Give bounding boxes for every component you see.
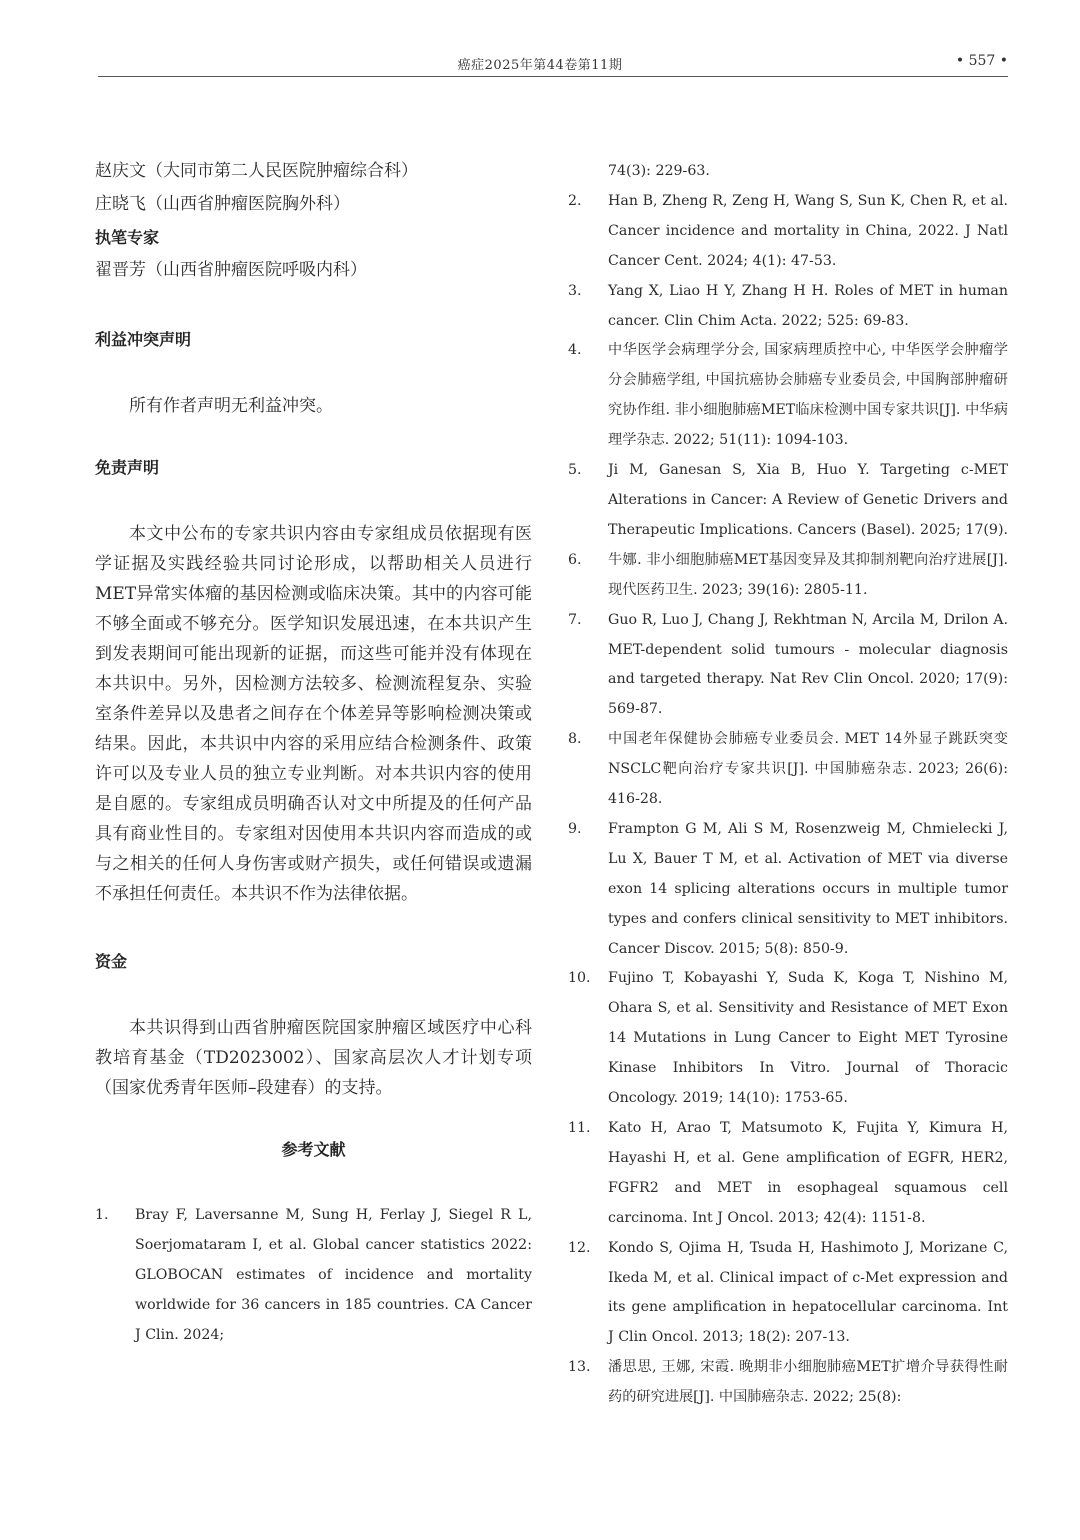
- writer-heading: 执笔专家: [95, 228, 160, 247]
- right-column: [568, 157, 1008, 1413]
- left-column: [95, 155, 532, 1351]
- expert-line: 赵庆文（大同市第二人民医院肿瘤综合科）: [95, 161, 418, 181]
- expert-line: 庄晓飞（山西省肿瘤医院胸外科）: [95, 194, 350, 214]
- reference-text: 牛娜. 非小细胞肺癌MET基因变异及其抑制剂靶向治疗进展[J]. 现代医药卫生. 2023; 39(16): 2805-11.: [608, 551, 1008, 598]
- reference-number: 5.: [568, 462, 582, 479]
- reference-item: [568, 1234, 1008, 1354]
- writer-line: 翟晋芳（山西省肿瘤医院呼吸内科）: [95, 260, 367, 280]
- reference-number: 8.: [568, 731, 582, 748]
- disclaimer-heading: 免责声明: [95, 458, 160, 477]
- reference-number: 6.: [568, 551, 582, 568]
- reference-number: 13.: [568, 1359, 591, 1376]
- reference-number: 12.: [568, 1239, 591, 1256]
- reference-item: [568, 456, 1008, 546]
- reference-text: Kato H, Arao T, Matsumoto K, Fujita Y, Kimura H, Hayashi H, et al. Gene amplification of EGFR, HER2, FGFR2 and MET in esophageal squamous cell carcinoma. Int J Oncol. 2013; 42(4): 1151-8.: [608, 1120, 1008, 1226]
- reference-text: Bray F, Laversanne M, Sung H, Ferlay J, Siegel R L, Soerjomataram I, et al. Global cancer statistics 2022: GLOBOCAN estimates of incidence and mortality worldwide for 36 cancers in 185 countries. CA Cancer J Clin. 2024;: [135, 1207, 532, 1343]
- reference-text: Kondo S, Ojima H, Tsuda H, Hashimoto J, Morizane C, Ikeda M, et al. Clinical impact of c-Met expression and its gene amplification in hepatocellular carcinoma. Int J Clin Oncol. 2013; 18(2): 207-13.: [608, 1239, 1008, 1346]
- funding-heading: 资金: [95, 952, 128, 971]
- reference-item: [568, 606, 1008, 726]
- reference-list: [568, 187, 1008, 1413]
- reference-item: [568, 964, 1008, 1114]
- reference-item: [568, 1114, 1008, 1234]
- reference-text: Han B, Zheng R, Zeng H, Wang S, Sun K, Chen R, et al. Cancer incidence and mortality in China, 2022. J Natl Cancer Cent. 2024; 4(1): 47-53.: [608, 192, 1008, 269]
- reference-text: Ji M, Ganesan S, Xia B, Huo Y. Targeting c-MET Alterations in Cancer: A Review of Genetic Drivers and Therapeutic Implications. Cancers (Basel). 2025; 17(9).: [608, 462, 1008, 538]
- reference-continuation: 74(3): 229-63.: [608, 163, 710, 179]
- reference-number: 9.: [568, 820, 582, 837]
- page-number: • 557 •: [955, 53, 1008, 69]
- reference-text: Frampton G M, Ali S M, Rosenzweig M, Chmielecki J, Lu X, Bauer T M, et al. Activation of MET via diverse exon 14 splicing alterations occurs in multiple tumor types and confers clinical sensitivity to MET inhibitors. Cancer Discov. 2015; 5(8): 850-9.: [608, 820, 1008, 957]
- reference-item: [568, 815, 1008, 965]
- reference-number: 2.: [568, 192, 582, 209]
- header-rule: [98, 76, 1008, 77]
- coi-text: 所有作者声明无利益冲突。: [129, 396, 333, 416]
- reference-item: [95, 1201, 532, 1351]
- reference-number: 7.: [568, 611, 582, 628]
- disclaimer-text: 本文中公布的专家共识内容由专家组成员依据现有医学证据及实践经验共同讨论形成，以帮助相关人员进行MET异常实体瘤的基因检测或临床决策。其中的内容可能不够全面或不够充分。医学知识发展迅速，在本共识产生到发表期间可能出现新的证据，而这些可能并没有体现在本共识中。另外，因检测方法较多、检测流程复杂、实验室条件差异以及患者之间存在个体差异等影响检测决策或结果。因此，本共识中内容的采用应结合检测条件、政策许可以及专业人员的独立专业判断。对本共识内容的使用是自愿的。专家组成员明确否认对文中所提及的任何产品具有商业性目的。专家组对因使用本共识内容而造成的或与之相关的任何人身伤害或财产损失，或任何错误或遗漏不承担任何责任。本共识不作为法律依据。: [95, 524, 532, 904]
- reference-number: 10.: [568, 970, 591, 987]
- funding-text: 本共识得到山西省肿瘤医院国家肿瘤区域医疗中心科教培育基金（TD2023002）、国家高层次人才计划专项（国家优秀青年医师–段建春）的支持。: [95, 1018, 532, 1098]
- reference-text: Fujino T, Kobayashi Y, Suda K, Koga T, Nishino M, Ohara S, et al. Sensitivity and Resistance of MET Exon 14 Mutations in Lung Cancer to Eight MET Tyrosine Kinase Inhibitors In Vitro. Journal of Thoracic Oncology. 2019; 14(10): 1753-65.: [608, 970, 1008, 1107]
- journal-title: 癌症2025年第44卷第11期: [457, 58, 623, 73]
- reference-number: 1.: [95, 1207, 109, 1223]
- reference-number: 4.: [568, 342, 582, 359]
- reference-text: 潘思思, 王娜, 宋霞. 晚期非小细胞肺癌MET扩增介导获得性耐药的研究进展[J]. 中国肺癌杂志. 2022; 25(8):: [608, 1359, 1008, 1406]
- reference-item: [568, 725, 1008, 815]
- reference-item: [568, 1353, 1008, 1413]
- reference-text: Yang X, Liao H Y, Zhang H H. Roles of MET in human cancer. Clin Chim Acta. 2022; 525: 69-83.: [608, 282, 1008, 329]
- reference-text: 中国老年保健协会肺癌专业委员会. MET 14外显子跳跃突变NSCLC靶向治疗专家共识[J]. 中国肺癌杂志. 2023; 26(6): 416-28.: [608, 731, 1008, 808]
- reference-number: 3.: [568, 282, 582, 299]
- references-heading: 参考文献: [281, 1140, 346, 1159]
- coi-heading: 利益冲突声明: [95, 330, 192, 349]
- reference-item: [568, 546, 1008, 606]
- reference-number: 11.: [568, 1120, 591, 1136]
- reference-item: [568, 336, 1008, 456]
- reference-text: Guo R, Luo J, Chang J, Rekhtman N, Arcila M, Drilon A. MET-dependent solid tumours - molecular diagnosis and targeted therapy. Nat Rev Clin Oncol. 2020; 17(9): 569-87.: [608, 611, 1008, 718]
- reference-text: 中华医学会病理学分会, 国家病理质控中心, 中华医学会肿瘤学分会肺癌学组, 中国抗癌协会肺癌专业委员会, 中国胸部肿瘤研究协作组. 非小细胞肺癌MET临床检测中国专家共识[J]. 中华病理学杂志. 2022; 51(11): 1094-103.: [608, 342, 1008, 449]
- reference-item: [568, 187, 1008, 277]
- reference-item: [568, 277, 1008, 337]
